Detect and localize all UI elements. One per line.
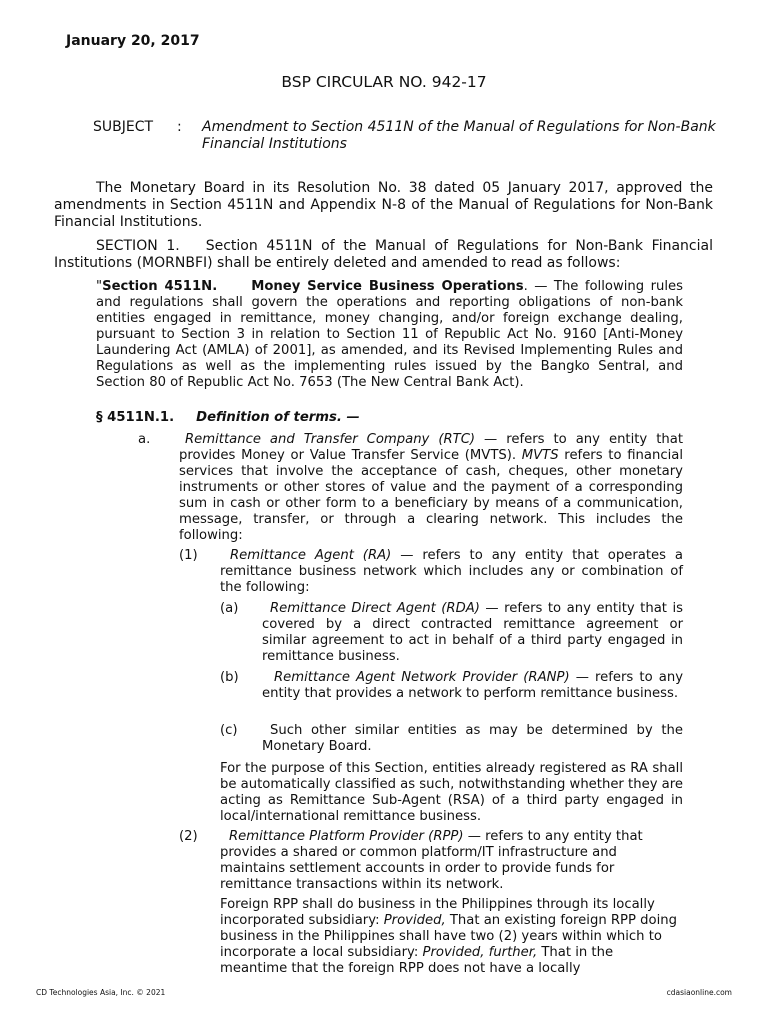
item-1b-text: — refers to any entity that provides a network to perform remittance business. [262, 670, 684, 701]
item-1a-marker: (a) [220, 601, 239, 616]
footer-site: cdasiaonline.com [666, 988, 732, 997]
open-quote: " [96, 279, 103, 294]
definition-heading [96, 410, 360, 426]
item-a-marker: a. [138, 432, 151, 447]
subject-label: SUBJECT [93, 119, 154, 135]
item-a-term: Remittance and Transfer Company (RTC) [185, 432, 476, 447]
item-2-text: — refers to any entity that provides a shared or common platform/IT infrastructure and maintains settlement accounts in order to provide funds for remittance transactions within its network. [220, 829, 643, 892]
subject-colon: : [177, 119, 182, 135]
section-4511n-label: Section 4511N. [102, 279, 218, 294]
intro-text: The Monetary Board in its Resolution No. 38 dated 05 January 2017, approved the amendments in Section 4511N and Appendix N-8 of the Manual of Regulations for Non-Bank Financial Institutions. [54, 180, 713, 230]
item-a-paragraph [179, 432, 683, 544]
rpp-paragraph [220, 897, 678, 977]
item-1b-term: Remittance Agent Network Provider (RANP) [274, 670, 570, 685]
item-1c-text: Such other similar entities as may be determined by the Monetary Board. [262, 723, 683, 754]
item-1c-marker: (c) [220, 723, 238, 738]
definition-title: Definition of terms. — [196, 410, 360, 425]
item-2-marker: (2) [179, 829, 198, 844]
item-1a-term: Remittance Direct Agent (RDA) [270, 601, 480, 616]
item-2-paragraph [220, 829, 672, 893]
item-1a-paragraph [262, 601, 683, 665]
circular-date: January 20, 2017 [66, 33, 200, 49]
item-1b-marker: (b) [220, 670, 239, 685]
item-1-marker: (1) [179, 548, 198, 563]
definition-label: § 4511N.1. [96, 410, 175, 425]
item-1c-paragraph [262, 723, 683, 755]
intro-paragraph [54, 180, 713, 231]
section-1-paragraph [54, 238, 713, 272]
item-1-text: — refers to any entity that operates a remittance business network which includes any or combination of the following: [220, 548, 683, 595]
section-4511n-title: Money Service Business Operations [251, 279, 524, 294]
item-2-term: Remittance Platform Provider (RPP) [229, 829, 464, 844]
rpp-text-1: Foreign RPP shall do business in the Philippines through its locally incorporated subsidiary: [220, 897, 655, 928]
rpp-text-3: That in the meantime that the foreign RPP does not have a locally [220, 945, 614, 976]
ra-note-paragraph: For the purpose of this Section, entities already registered as RA shall be automatically classified as such, notwithstanding whether they are acting as Remittance Sub-Agent (RSA) of a third party engaged in local/international remittance business. [220, 761, 684, 824]
section-1-text: Section 4511N of the Manual of Regulations for Non-Bank Financial Institutions (MORNBFI) shall be entirely deleted and amended to read as follows: [54, 238, 713, 271]
rpp-provided-further: Provided, further, [422, 945, 538, 960]
item-a-text-1: — refers to any entity that provides Money or Value Transfer Service (MVTS). [179, 432, 683, 463]
item-a-text-2: refers to financial services that involve the acceptance of cash, cheques, other monetary instruments or other stores of value and the payment of a corresponding sum in cash or other form to a beneficiary by means of a communication, message, transfer, or through a clearing network. This includes the following: [179, 448, 684, 543]
footer-copyright: CD Technologies Asia, Inc. © 2021 [36, 988, 166, 997]
section-1-label: SECTION 1. [96, 238, 180, 254]
item-a-mvts: MVTS [521, 448, 559, 463]
item-1b-paragraph [262, 670, 683, 702]
section-4511n-paragraph [96, 279, 683, 391]
rpp-provided: Provided, [383, 913, 446, 928]
item-1-term: Remittance Agent (RA) [230, 548, 392, 563]
section-4511n-text: . — The following rules and regulations shall govern the operations and reporting obligations of non-bank entities engaged in remittance, money changing, and/or foreign exchange dealing, pursuant to Section 3 in relation to Section 11 of Republic Act No. 9160 [Anti-Money Laundering Act (AMLA) of 2001], as amended, and its Revised Implementing Rules and Regulations as well as the implementing rules issued by the Bangko Sentral, and Section 80 of Republic Act No. 7653 (The New Central Bank Act). [96, 279, 684, 390]
circular-title: BSP CIRCULAR NO. 942-17 [281, 73, 487, 91]
item-1a-text: — refers to any entity that is covered by a direct contracted remittance agreement or similar agreement to act in behalf of a third party engaged in remittance business. [262, 601, 683, 664]
subject-text: Amendment to Section 4511N of the Manual of Regulations for Non-Bank Financial Institutions [202, 119, 716, 152]
item-1-paragraph [220, 548, 683, 596]
rpp-text-2: That an existing foreign RPP doing business in the Philippines shall have two (2) years within which to incorporate a local subsidiary: [220, 913, 677, 960]
